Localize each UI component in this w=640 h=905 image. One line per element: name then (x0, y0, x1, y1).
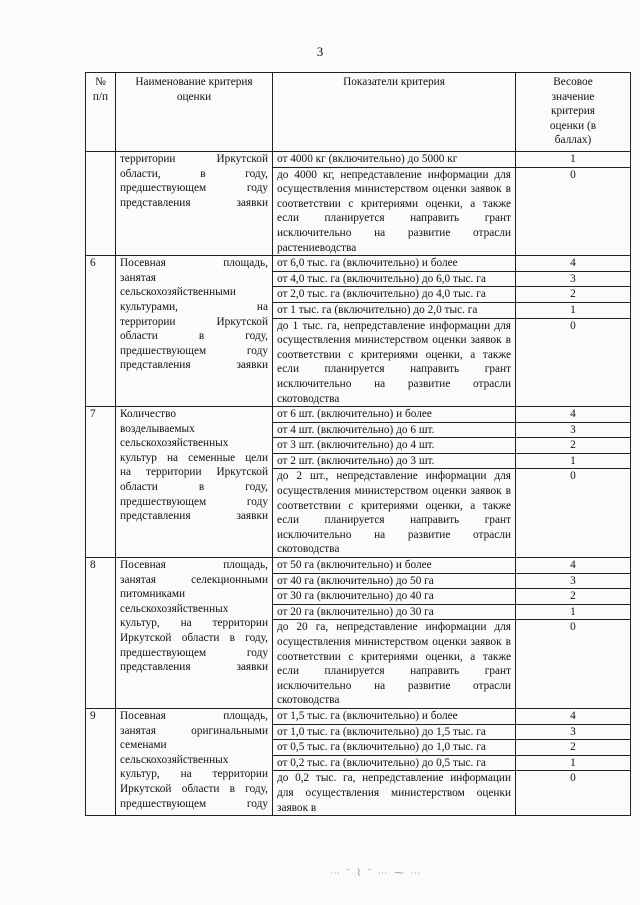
criterion-weight: 0 (516, 771, 631, 816)
criterion-name-line: занятая селекционными (120, 573, 268, 586)
criterion-name-line: занятая (120, 271, 157, 284)
criterion-number: 8 (86, 558, 116, 709)
header-name: Наименование критерия оценки (116, 73, 273, 152)
criterion-indicator: от 6 шт. (включительно) и более (273, 407, 516, 423)
criterion-weight: 2 (516, 287, 631, 303)
criterion-name-line: культурами, на (120, 300, 268, 313)
criterion-weight: 3 (516, 573, 631, 589)
page-number: 3 (316, 44, 324, 59)
criterion-indicator: от 3 шт. (включительно) до 4 шт. (273, 438, 516, 454)
criterion-indicator: до 4000 кг, непредставление информации для осуществления министерством оценки заявок в соответствии с критериями оценки, а также если планируется направить грант исключительно на развитие отрасли растениеводства (273, 167, 516, 256)
criterion-name-line: предшествующем году (120, 495, 268, 508)
criterion-name-line: культур на семенные цели (120, 451, 268, 464)
criterion-name-line: предшествующем году (120, 797, 268, 810)
criterion-name (116, 152, 273, 256)
criteria-table (85, 72, 631, 816)
criterion-indicator: от 20 га (включительно) до 30 га (273, 604, 516, 620)
criterion-number: 7 (86, 407, 116, 558)
criterion-weight: 1 (516, 302, 631, 318)
criterion-weight: 2 (516, 589, 631, 605)
criterion-name-line: Посевная площадь, (120, 709, 268, 722)
criterion-name-line: Посевная площадь, (120, 257, 268, 270)
criterion-indicator: от 4 шт. (включительно) до 6 шт. (273, 422, 516, 438)
criterion-indicator: от 30 га (включительно) до 40 га (273, 589, 516, 605)
header-indicators: Показатели критерия (273, 73, 516, 152)
criterion-number: 9 (86, 708, 116, 815)
criterion-indicator: до 2 шт., непредставление информации для осуществления министерством оценки заявок в соответствии с критериями оценки, а также если планируется направить грант исключительно на развитие отрасли скотоводства (273, 469, 516, 558)
table-row (86, 152, 631, 168)
criterion-indicator: от 2 шт. (включительно) до 3 шт. (273, 453, 516, 469)
bottom-scan-marks: ⋯ ˜ ⌇ ˜ ⋯ ⁓ ⋯ (330, 868, 423, 879)
criterion-name-line: области в году, (120, 481, 268, 494)
table-row (86, 407, 631, 423)
criterion-name (116, 708, 273, 815)
criterion-name-line: занятая оригинальными (120, 724, 268, 737)
criterion-weight: 1 (516, 604, 631, 620)
table-row (86, 256, 631, 272)
criterion-indicator: до 1 тыс. га, непредставление информации для осуществления министерством оценки заявок в соответствии с критериями оценки, а также если планируется направить грант исключительно на развитие отрасли скотоводства (273, 318, 516, 407)
criterion-weight: 1 (516, 453, 631, 469)
criterion-weight: 3 (516, 422, 631, 438)
criterion-name-line: представления заявки (120, 510, 268, 523)
criterion-name-line: предшествующем году (120, 646, 268, 659)
criterion-name-line: представления заявки (120, 359, 268, 372)
criterion-name (116, 407, 273, 558)
criterion-indicator: от 6,0 тыс. га (включительно) и более (273, 256, 516, 272)
criterion-name-line: сельскохозяйственных (120, 753, 229, 766)
criterion-name-line: территории Иркутской (120, 153, 268, 165)
criterion-name-line: представления заявки (120, 196, 268, 209)
criterion-name-line: на территории Иркутской (120, 466, 268, 479)
criterion-name-line: территории Иркутской (120, 315, 268, 328)
criterion-indicator: от 1 тыс. га (включительно) до 2,0 тыс. га (273, 302, 516, 318)
criterion-name-line: Иркутской области в году, (120, 632, 268, 644)
criterion-number (86, 152, 116, 256)
criterion-name-line: области в году, (120, 330, 268, 343)
criterion-indicator: от 50 га (включительно) и более (273, 558, 516, 574)
criterion-indicator: от 4,0 тыс. га (включительно) до 6,0 тыс. га (273, 271, 516, 287)
criterion-weight: 0 (516, 167, 631, 256)
criterion-indicator: от 1,5 тыс. га (включительно) и более (273, 708, 516, 724)
criterion-name-line: культур, на территории (120, 617, 268, 630)
criterion-indicator: до 0,2 тыс. га, непредставление информации для осуществления министерством оценки заявок в (273, 771, 516, 816)
criterion-name-line: сельскохозяйственными (120, 286, 236, 299)
criterion-name (116, 558, 273, 709)
criterion-weight: 3 (516, 724, 631, 740)
criterion-weight: 0 (516, 469, 631, 558)
criterion-name-line: представления заявки (120, 661, 268, 674)
criterion-name-line: Иркутской области в году, (120, 782, 268, 795)
criterion-weight: 4 (516, 407, 631, 423)
criterion-name-line: семенами (120, 739, 167, 752)
criterion-weight: 2 (516, 740, 631, 756)
criterion-name-line: области, в году, (120, 167, 268, 180)
criterion-name-line: предшествующем году (120, 182, 268, 195)
criterion-weight: 0 (516, 318, 631, 407)
criterion-weight: 4 (516, 558, 631, 574)
criterion-weight: 1 (516, 755, 631, 771)
criterion-weight: 0 (516, 620, 631, 709)
criterion-name-line: питомниками (120, 588, 186, 601)
criterion-name-line: сельскохозяйственных (120, 437, 229, 450)
criterion-weight: 2 (516, 438, 631, 454)
header-num: № п/п (86, 73, 116, 152)
criterion-indicator: от 2,0 тыс. га (включительно) до 4,0 тыс. га (273, 287, 516, 303)
criterion-name-line: сельскохозяйственных (120, 602, 229, 615)
criterion-indicator: от 1,0 тыс. га (включительно) до 1,5 тыс. га (273, 724, 516, 740)
criterion-name-line: предшествующем году (120, 344, 268, 357)
criterion-weight: 1 (516, 152, 631, 168)
criterion-weight: 4 (516, 256, 631, 272)
criterion-weight: 4 (516, 708, 631, 724)
criterion-indicator: от 4000 кг (включительно) до 5000 кг (273, 152, 516, 168)
criterion-number: 6 (86, 256, 116, 407)
table-header-row (86, 73, 631, 152)
criterion-name-line: Количество (120, 408, 176, 421)
criterion-weight: 3 (516, 271, 631, 287)
table-row (86, 708, 631, 724)
criterion-indicator: от 0,5 тыс. га (включительно) до 1,0 тыс. га (273, 740, 516, 756)
header-weight: Весовое значение критерия оценки (в баллах) (516, 73, 631, 152)
criterion-name-line: культур, на территории (120, 768, 268, 781)
criterion-indicator: до 20 га, непредставление информации для осуществления министерством оценки заявок в соответствии с критериями оценки, а также если планируется направить грант исключительно на развитие отрасли скотоводства (273, 620, 516, 709)
criterion-name-line: Посевная площадь, (120, 559, 268, 572)
table-row (86, 558, 631, 574)
criterion-name-line: возделываемых (120, 422, 195, 435)
criterion-indicator: от 0,2 тыс. га (включительно) до 0,5 тыс. га (273, 755, 516, 771)
table-body (86, 152, 631, 816)
criterion-name (116, 256, 273, 407)
criterion-indicator: от 40 га (включительно) до 50 га (273, 573, 516, 589)
